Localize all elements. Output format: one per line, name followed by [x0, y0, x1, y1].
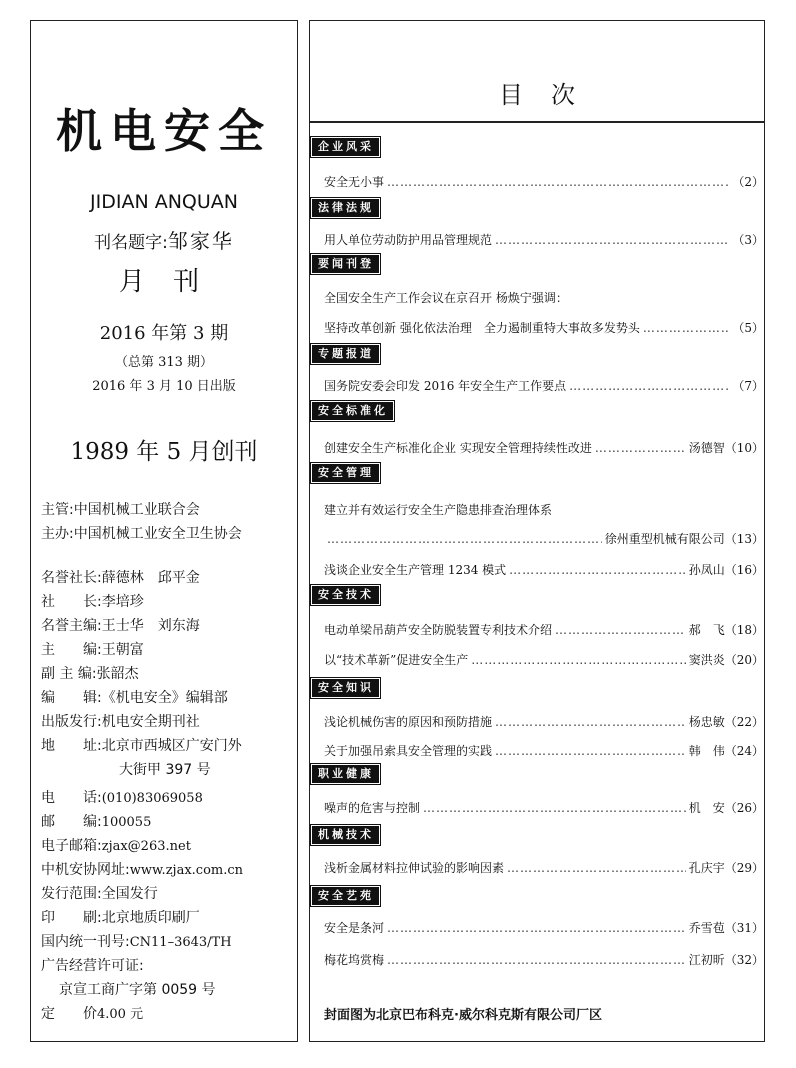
info-value: 王朝富 — [101, 642, 144, 658]
info-row — [41, 665, 139, 683]
publish-date: 2016 年 3 月 10 日出版 — [92, 379, 236, 394]
toc-entry[interactable] — [324, 319, 764, 336]
info-label: 广告经营许可证: — [41, 958, 144, 974]
entry-page: （31） — [724, 921, 764, 935]
section-heading: 安全艺苑 — [312, 887, 379, 905]
info-row — [41, 933, 232, 952]
info-label: 中机安协网址: — [41, 862, 130, 878]
toc-title: 目次 — [499, 81, 603, 109]
info-row — [41, 837, 191, 856]
info-value: 中国机械工业联合会 — [73, 502, 200, 518]
toc-entry[interactable] — [324, 561, 764, 578]
entry-title: 国务院安委会印发 2016 年安全生产工作要点 — [324, 379, 567, 393]
inscription-name: 邹家华 — [167, 229, 234, 253]
info-label: 主管: — [41, 502, 74, 518]
info-row — [41, 641, 144, 659]
info-value: 机电安全期刊社 — [101, 714, 200, 730]
entry-title: 浅析金属材料拉伸试验的影响因素 — [324, 861, 505, 875]
toc-entry[interactable] — [324, 799, 764, 816]
info-value: (010)83069058 — [101, 791, 203, 806]
entry-author: 徐州重型机械有限公司 — [604, 532, 725, 546]
entry-page: （16） — [724, 563, 764, 577]
info-row — [41, 501, 200, 519]
toc-entry[interactable] — [324, 621, 764, 638]
toc-entry[interactable] — [324, 742, 764, 759]
entry-author: 乔雪苞 — [688, 921, 725, 935]
entry-page: （2） — [732, 175, 764, 189]
toc-entry[interactable] — [324, 173, 764, 190]
leader-dots — [387, 921, 686, 935]
leader-dots — [509, 563, 686, 577]
section-heading: 企业风采 — [312, 138, 379, 156]
entry-title: 梅花坞赏梅 — [324, 953, 385, 967]
info-row — [41, 593, 144, 611]
info-value: 大街甲 397 号 — [119, 762, 211, 778]
issue-number: 2016 年第 3 期 — [99, 323, 229, 344]
info-label: 地 址: — [41, 738, 102, 754]
toc-entry[interactable] — [324, 951, 764, 968]
inscription-label: 刊名题字: — [94, 233, 168, 253]
leader-dots — [387, 953, 686, 967]
founded-date: 1989 年 5 月创刊 — [70, 439, 258, 465]
section-heading: 职业健康 — [312, 765, 379, 783]
info-value: www.zjax.com.cn — [129, 863, 244, 878]
info-label: 电 话: — [41, 790, 102, 806]
info-label: 国内统一刊号: — [41, 934, 130, 950]
toc-entry[interactable] — [324, 289, 764, 306]
info-row — [41, 689, 228, 707]
entry-title: 创建安全生产标准化企业 实现安全管理持续性改进 — [324, 441, 592, 455]
entry-page: （13） — [724, 532, 764, 546]
entry-title: 噪声的危害与控制 — [324, 801, 421, 815]
leader-dots — [423, 801, 686, 815]
info-row — [41, 1005, 143, 1024]
info-row — [41, 713, 200, 731]
entry-title: 建立并有效运行安全生产隐患排查治理体系 — [324, 503, 553, 517]
info-value: 京宣工商广字第 0059 号 — [59, 982, 216, 998]
info-row — [41, 909, 200, 927]
info-row — [41, 789, 203, 808]
info-value: CN11–3643/TH — [129, 935, 232, 950]
entry-title: 坚持改革创新 强化依法治理 全力遏制重特大事故多发势头 — [324, 321, 640, 335]
section-heading: 安全标准化 — [312, 402, 393, 420]
leader-dots — [495, 233, 729, 247]
info-label: 副 主 编: — [41, 666, 97, 682]
leader-dots — [387, 175, 729, 189]
entry-author: 汤德智 — [688, 441, 725, 455]
entry-page: （10） — [724, 441, 764, 455]
info-label: 名誉主编: — [41, 618, 102, 634]
info-value: 北京市西城区广安门外 — [101, 738, 242, 754]
info-value: 100055 — [101, 815, 152, 830]
info-value: 《机电安全》编辑部 — [101, 690, 228, 706]
info-label: 编 辑: — [41, 690, 102, 706]
pinyin-title: JIDIAN ANQUAN — [90, 191, 238, 213]
toc-entry[interactable] — [324, 919, 764, 936]
toc-entry[interactable] — [324, 377, 764, 394]
toc-entry[interactable] — [324, 439, 764, 456]
masthead-panel — [30, 20, 298, 1042]
toc-entry[interactable] — [324, 231, 764, 248]
frequency: 月 刊 — [118, 267, 210, 297]
info-row — [41, 525, 242, 543]
entry-author: 孙凤山 — [688, 563, 725, 577]
leader-dots — [555, 623, 686, 637]
section-heading: 机械技术 — [312, 826, 379, 844]
info-label: 发行范围: — [41, 886, 102, 902]
toc-entry[interactable] — [324, 651, 764, 668]
info-value: 全国发行 — [101, 886, 158, 902]
entry-title: 安全是条河 — [324, 921, 385, 935]
info-label: 电子邮箱: — [41, 838, 102, 854]
info-value: 张韶杰 — [96, 666, 139, 682]
info-value: 薛德林 邱平金 — [101, 570, 200, 586]
entry-title: 电动单梁吊葫芦安全防脱装置专利技术介绍 — [324, 623, 553, 637]
info-label: 定 价 — [41, 1006, 97, 1022]
info-label: 邮 编: — [41, 814, 102, 830]
info-label: 名誉社长: — [41, 570, 102, 586]
info-row — [41, 813, 151, 832]
info-row — [119, 761, 211, 779]
section-heading: 法律法规 — [312, 199, 379, 217]
leader-dots — [643, 321, 730, 335]
entry-page: （26） — [724, 801, 764, 815]
entry-author: 郝 飞 — [688, 623, 725, 637]
leader-dots — [569, 379, 729, 393]
entry-title: 浅论机械伤害的原因和预防措施 — [324, 715, 493, 729]
info-value: 中国机械工业安全卫生协会 — [73, 526, 242, 542]
entry-author: 孔庆宇 — [688, 861, 725, 875]
entry-page: （3） — [732, 233, 764, 247]
toc-divider — [310, 121, 764, 123]
toc-panel — [309, 20, 765, 1042]
info-row — [41, 957, 144, 975]
inscription — [31, 225, 297, 254]
entry-title: 关于加强吊索具安全管理的实践 — [324, 744, 493, 758]
entry-page: （32） — [724, 953, 764, 967]
section-heading: 要闻刊登 — [312, 255, 379, 273]
toc-entry[interactable] — [324, 501, 764, 518]
info-value: 王士华 刘东海 — [101, 618, 200, 634]
entry-author: 机 安 — [688, 801, 725, 815]
total-issue: （总第 313 期） — [114, 355, 214, 370]
entry-page: （7） — [732, 379, 764, 393]
entry-page: （29） — [724, 861, 764, 875]
leader-dots — [327, 532, 602, 546]
entry-page: （22） — [724, 715, 764, 729]
info-row — [41, 569, 200, 587]
info-value: 北京地质印刷厂 — [101, 910, 200, 926]
calligraphy-title: 机电安全 — [56, 104, 272, 158]
info-value: zjax@263.net — [101, 839, 191, 854]
entry-title: 以“技术革新”促进安全生产 — [324, 653, 469, 667]
toc-entry[interactable] — [324, 530, 764, 547]
info-label: 主办: — [41, 526, 74, 542]
info-label: 主 编: — [41, 642, 102, 658]
info-label: 社 长: — [41, 594, 102, 610]
info-row — [41, 617, 200, 635]
entry-page: （18） — [724, 623, 764, 637]
info-value: 李培珍 — [101, 594, 144, 610]
section-heading: 安全知识 — [312, 679, 379, 697]
toc-entry[interactable] — [324, 713, 764, 730]
section-heading: 安全管理 — [312, 464, 379, 482]
info-value: 4.00 元 — [97, 1007, 144, 1022]
entry-page: （24） — [724, 744, 764, 758]
toc-entry[interactable] — [324, 859, 764, 876]
cover-note: 封面图为北京巴布科克·威尔科克斯有限公司厂区 — [324, 1008, 602, 1023]
entry-author: 窦洪炎 — [688, 653, 725, 667]
info-row — [41, 885, 158, 903]
leader-dots — [471, 653, 685, 667]
entry-author: 韩 伟 — [688, 744, 725, 758]
entry-title: 全国安全生产工作会议在京召开 杨焕宁强调： — [324, 291, 568, 305]
info-row — [41, 737, 242, 755]
entry-author: 江初昕 — [688, 953, 725, 967]
entry-page: （5） — [732, 321, 764, 335]
entry-author: 杨忠敏 — [688, 715, 725, 729]
leader-dots — [595, 441, 686, 455]
entry-page: （20） — [724, 653, 764, 667]
info-label: 印 刷: — [41, 910, 102, 926]
section-heading: 安全技术 — [312, 586, 379, 604]
leader-dots — [495, 744, 686, 758]
info-row — [59, 981, 216, 999]
entry-title: 浅谈企业安全生产管理 1234 模式 — [324, 563, 507, 577]
info-row — [41, 861, 243, 880]
entry-title: 用人单位劳动防护用品管理规范 — [324, 233, 493, 247]
leader-dots — [495, 715, 686, 729]
section-heading: 专题报道 — [312, 345, 379, 363]
entry-title: 安全无小事 — [324, 175, 385, 189]
info-label: 出版发行: — [41, 714, 102, 730]
leader-dots — [507, 861, 686, 875]
